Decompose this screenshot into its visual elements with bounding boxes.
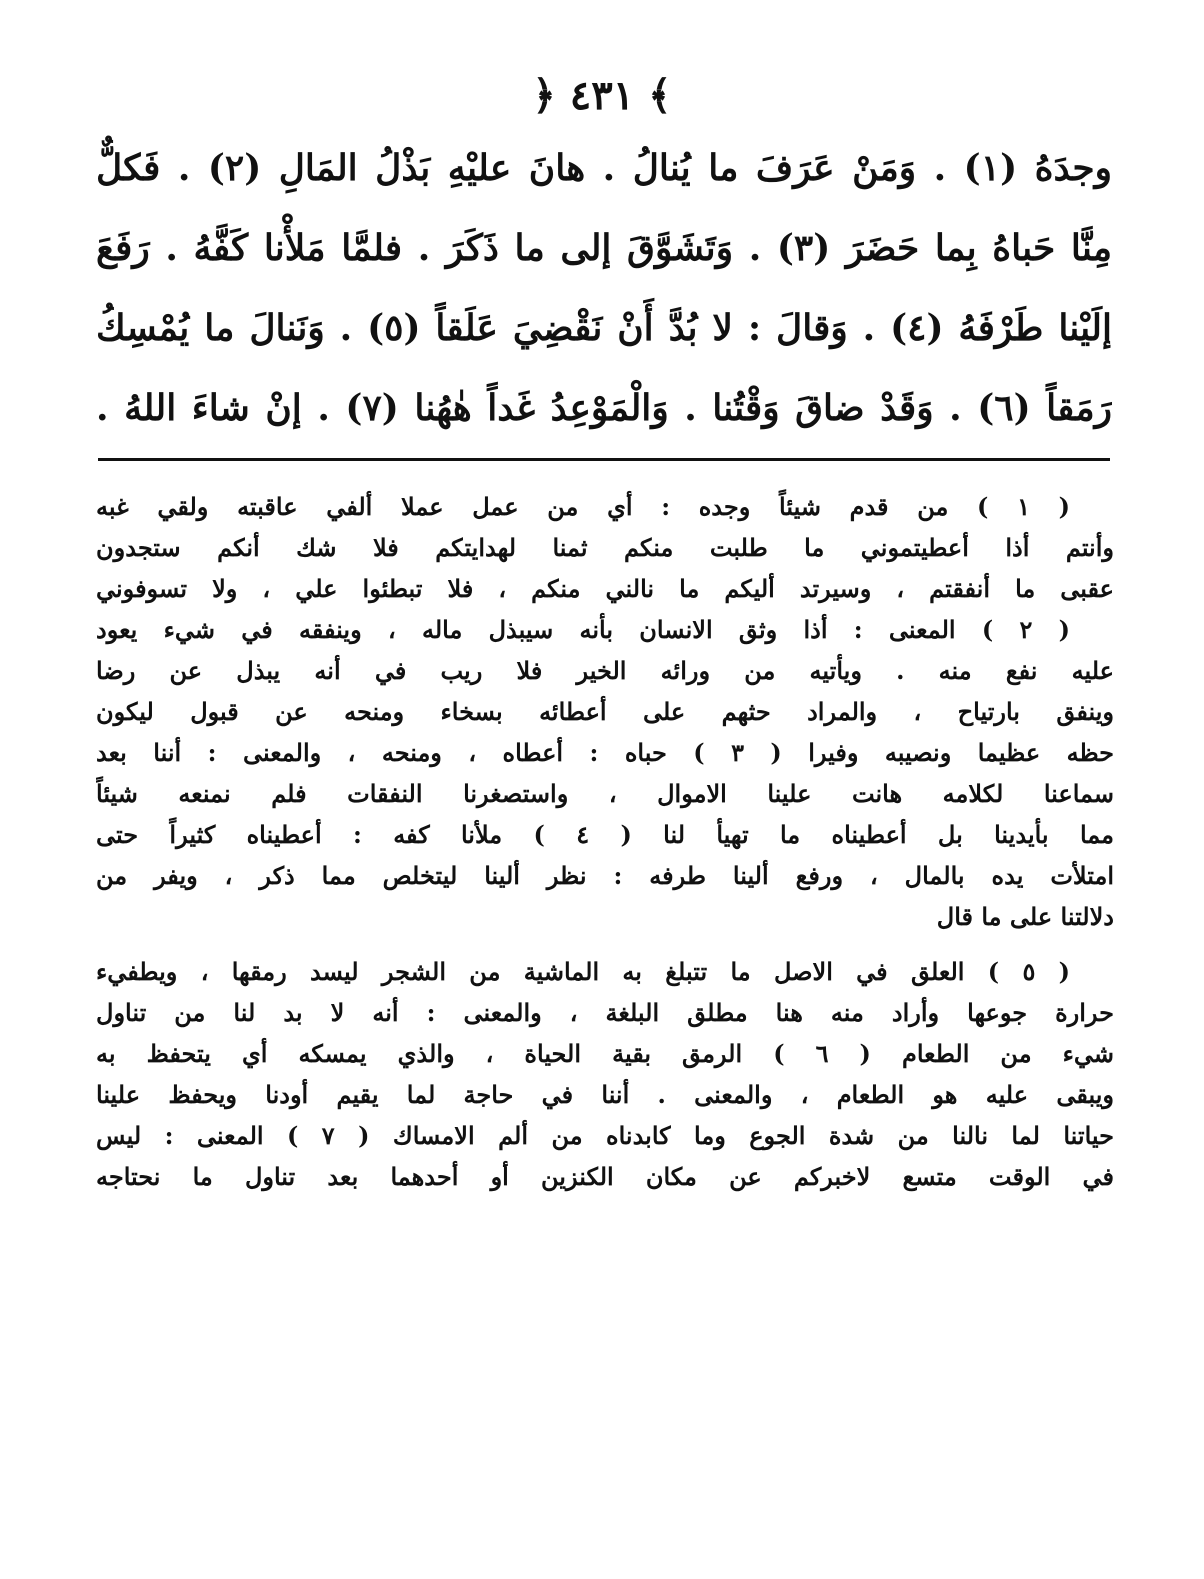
footnote-spacer <box>96 937 1114 951</box>
footnote-line: وأنتم أذا أعطيتموني ما طلبت منكم ثمنا لهدايتكم فلا شك أنكم ستجدون <box>96 533 1114 562</box>
main-text-line: مِنَّا حَباهُ بِما حَضَرَ (٣) . وَتَشَوَّقَ إلى ما ذَكَرَ . فلمَّا مَلأْنا كَفَّهُ . رَفَعَ <box>96 227 1112 269</box>
footnote-line: امتلأت يده بالمال ، ورفع ألينا طرفه : نظر ألينا ليتخلص مما ذكر ، ويفر من <box>96 861 1114 890</box>
footnote-line: حرارة جوعها وأراد منه هنا مطلق البلغة ، والمعنى : أنه لا بد لنا من تناول <box>96 998 1114 1027</box>
footnote-line: ( ٢ ) المعنى : أذا وثق الانسان بأنه سيبذل ماله ، وينفقه في شيء يعود <box>96 615 1070 644</box>
footnote-line: حظه عظيما ونصيبه وفيرا ( ٣ ) حباه : أعطاه ، ومنحه ، والمعنى : أننا بعد <box>96 738 1114 767</box>
footnote-line: شيء من الطعام ( ٦ ) الرمق بقية الحياة ، والذي يمسكه أي يتحفظ به <box>96 1039 1114 1068</box>
footnote-line: سماعنا لكلامه هانت علينا الاموال ، واستصغرنا النفقات فلم نمنعه شيئاً <box>96 779 1114 808</box>
footnote-line: في الوقت متسع لاخبركم عن مكان الكنزين أو أحدهما بعد تناول ما نحتاجه <box>96 1162 1114 1191</box>
footnote-line: ( ١ ) من قدم شيئاً وجده : أي من عمل عملا ألفي عاقبته ولقي غبه <box>96 492 1070 521</box>
footnote-line: عقبى ما أنفقتم ، وسيرتد أليكم ما نالني منكم ، فلا تبطئوا علي ، ولا تسوفوني <box>96 574 1114 603</box>
footnote-line: دلالتنا على ما قال <box>936 902 1114 931</box>
footnotes-block <box>96 486 1114 1197</box>
main-text-line: إلَيْنا طَرْفَهُ (٤) . وَقالَ : لا بُدَّ أَنْ نَقْضِيَ عَلَقاً (٥) . وَنَنالَ ما يُمْسِكُ <box>96 307 1112 349</box>
footnote-line: عليه نفع منه . ويأتيه من ورائه الخير فلا ريب في أنه يبذل عن رضا <box>96 656 1114 685</box>
footnote-line: وينفق بارتياح ، والمراد حثهم على أعطائه بسخاء ومنحه عن قبول ليكون <box>96 697 1114 726</box>
footnote-line: ويبقى عليه هو الطعام ، والمعنى . أننا في حاجة لما يقيم أودنا ويحفظ علينا <box>96 1080 1114 1109</box>
footnote-line: مما بأيدينا بل أعطيناه ما تهيأ لنا ( ٤ ) ملأنا كفه : أعطيناه كثيراً حتى <box>96 820 1114 849</box>
footnote-divider <box>98 458 1110 461</box>
page-number: ﴿ ٤٣١ ﴾ <box>532 72 672 119</box>
footnote-line: ( ٥ ) العلق في الاصل ما تتبلغ به الماشية من الشجر ليسد رمقها ، ويطفيء <box>96 957 1070 986</box>
main-text-line: رَمَقاً (٦) . وَقَدْ ضاقَ وَقْتُنا . وَالْمَوْعِدُ غَداً هٰهُنا (٧) . إنْ شاءَ اللهُ . <box>96 387 1112 429</box>
main-text-line: وجدَهُ (١) . وَمَنْ عَرَفَ ما يُنالُ . هانَ عليْهِ بَذْلُ المَالِ (٢) . فَكلٌّ <box>96 147 1112 189</box>
main-text-block <box>96 128 1112 448</box>
footnote-line: حياتنا لما نالنا من شدة الجوع وما كابدناه من ألم الامساك ( ٧ ) المعنى : ليس <box>96 1121 1114 1150</box>
